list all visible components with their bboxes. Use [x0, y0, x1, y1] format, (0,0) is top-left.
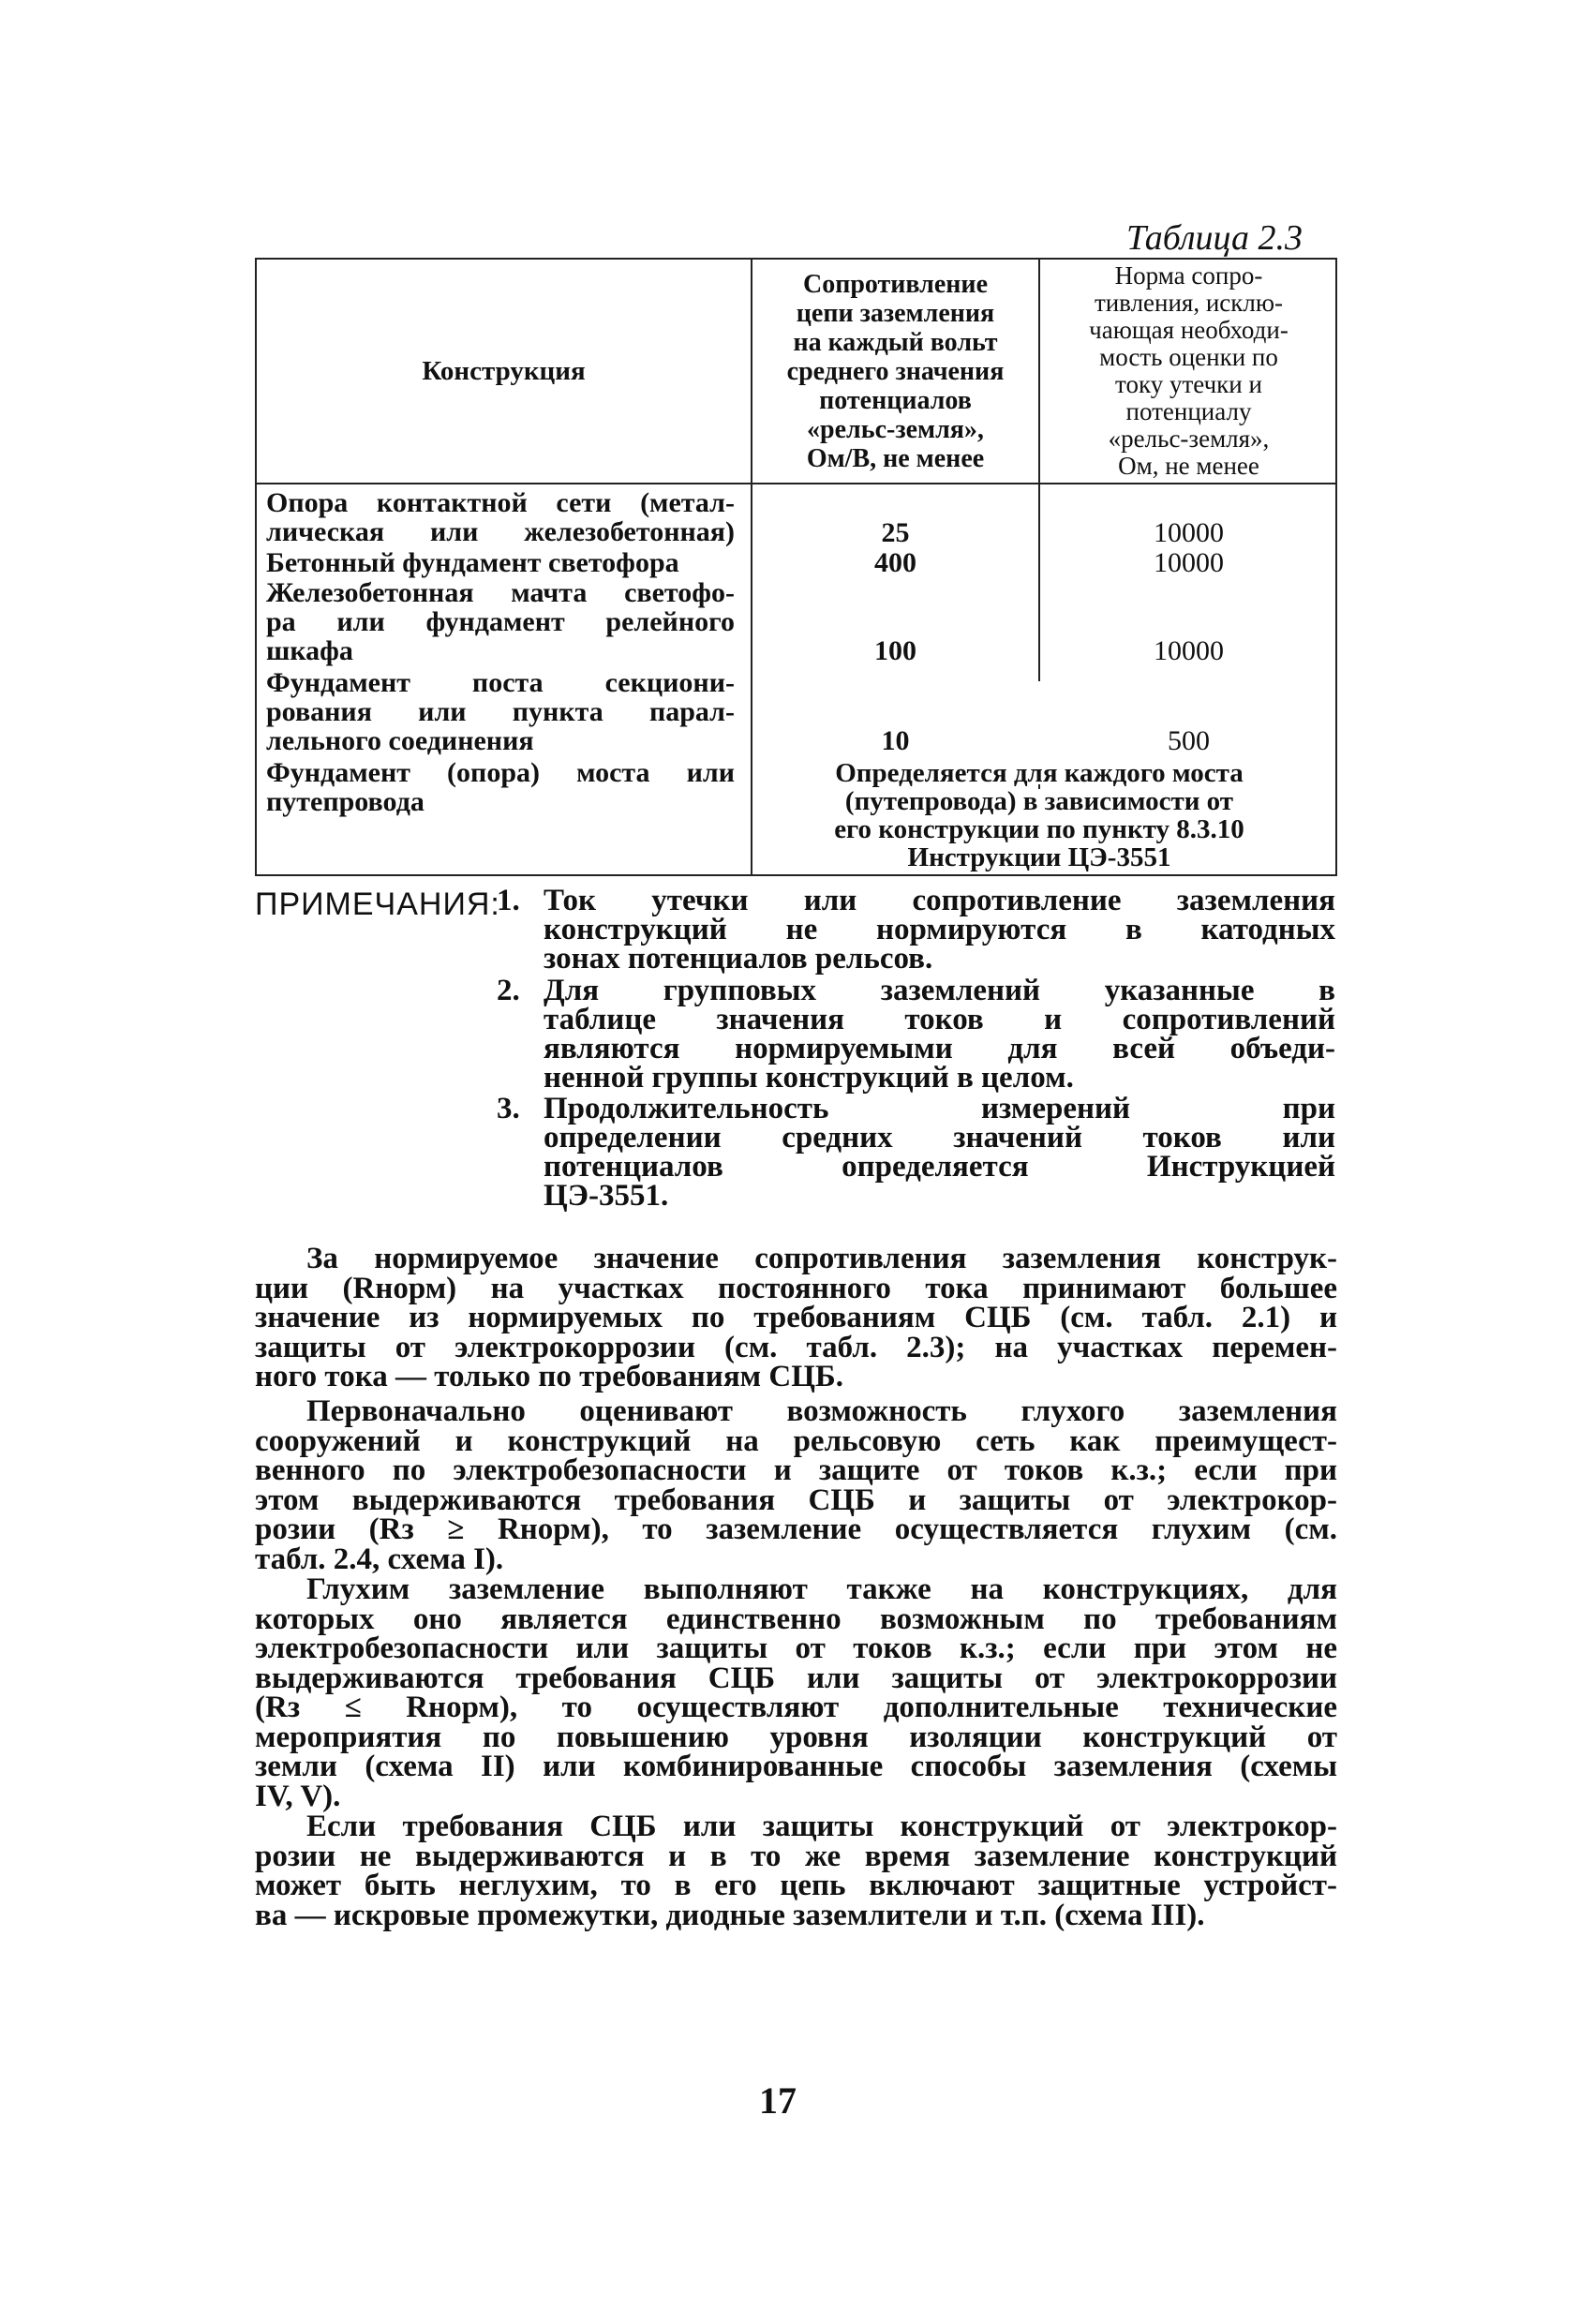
paragraph: Глухим заземление выполняют также на конструкциях, для которых оно является единственно возможным по требованиям электробезопасности или защиты от токов к.з.; если при этом не выдерживаются требования СЦБ или защиты от электрокоррозии (Rз ≤ Rнорм), то осуществляют дополнительные технические мероприятия по повышению уровня изоляции конструкций от земли (схема II) или комбинированные способы заземления (схемы IV, V). — [255, 1572, 1337, 1813]
paragraph: Если требования СЦБ или защиты конструкций от электрокор- розии не выдерживаются и в то же время заземление конструкций может быть неглухим, то в его цепь включают защитные устройст- ва — искровые промежутки, диодные заземлители и т.п. (схема III). — [255, 1810, 1337, 1932]
paragraph: За нормируемое значение сопротивления заземления конструк- ции (Rнорм) на участках постоянного тока принимают большее значение из нормируемых по требованиям СЦБ (см. табл. 2.1) и защиты от электрокоррозии (см. табл. 2.3); на участках перемен- ного тока — только по требованиям СЦБ. — [255, 1242, 1337, 1393]
row-label: Бетонный фундамент светофора — [266, 547, 679, 578]
norm-value: 500 — [1168, 725, 1210, 756]
norm-value: 10000 — [1154, 547, 1224, 578]
resistance-value: 100 — [874, 635, 916, 666]
norm-value: 10000 — [1154, 517, 1224, 548]
row-label: Опора контактной сети (метал- лическая или железобетонная) — [266, 487, 735, 547]
note-item: 1. Ток утечки или сопротивление заземления конструкций не нормируются в катодных зонах потенциалов рельсов. — [497, 884, 1335, 976]
resistance-value: 10 — [881, 725, 910, 756]
resistance-value: 25 — [881, 517, 910, 548]
norm-value: 10000 — [1154, 635, 1224, 666]
header-construction: Конструкция — [422, 355, 586, 386]
paragraph: Первоначально оценивают возможность глухого заземления сооружений и конструкций на рельсовую сеть как преимущест- венного по электробезопасности и защите от токов к.з.; если при этом выдерживаются требования СЦБ и защиты от электрокор- розии (Rз ≥ Rнорм), то заземление осуществляется глухим (см. табл. 2.4, схема I). — [255, 1394, 1337, 1576]
header-resistance: Сопротивление цепи заземления на каждый вольт среднего значения потенциалов «рельс-земля», Ом/В, не менее — [786, 269, 1005, 473]
note-item: 2. Для групповых заземлений указанные в таблице значения токов и сопротивлений являются нормируемыми для всей объеди- ненной группы конструкций в целом. — [497, 974, 1335, 1095]
note-item: 3. Продолжительность измерений при определении средних значений токов или потенциалов определяется Инструкцией ЦЭ-3551. — [497, 1092, 1335, 1213]
notes-title: ПРИМЕЧАНИЯ: — [255, 886, 500, 922]
row-label: Фундамент поста секциони- рования или пункта парал- лельного соединения — [266, 667, 735, 756]
table-header-rule — [257, 483, 1335, 484]
row-label: Фундамент (опора) моста или путепровода — [266, 757, 735, 817]
row-label: Железобетонная мачта светофо- ра или фундамент релейного шкафа — [266, 577, 735, 666]
page-number: 17 — [759, 2079, 797, 2122]
resistance-value: 400 — [874, 547, 916, 578]
table-caption: Таблица 2.3 — [1126, 218, 1303, 258]
table-2-3 — [255, 258, 1337, 876]
bridge-note: Определяется для каждого моста (путепровода) в зависимости от его конструкции по пункту 8.3.10 Инструкции ЦЭ-3551 — [834, 758, 1244, 872]
header-norm: Норма сопро- тивления, исклю- чающая необходи- мость оценки по току утечки и потенциалу «рельс-земля», Ом, не менее — [1089, 261, 1289, 480]
